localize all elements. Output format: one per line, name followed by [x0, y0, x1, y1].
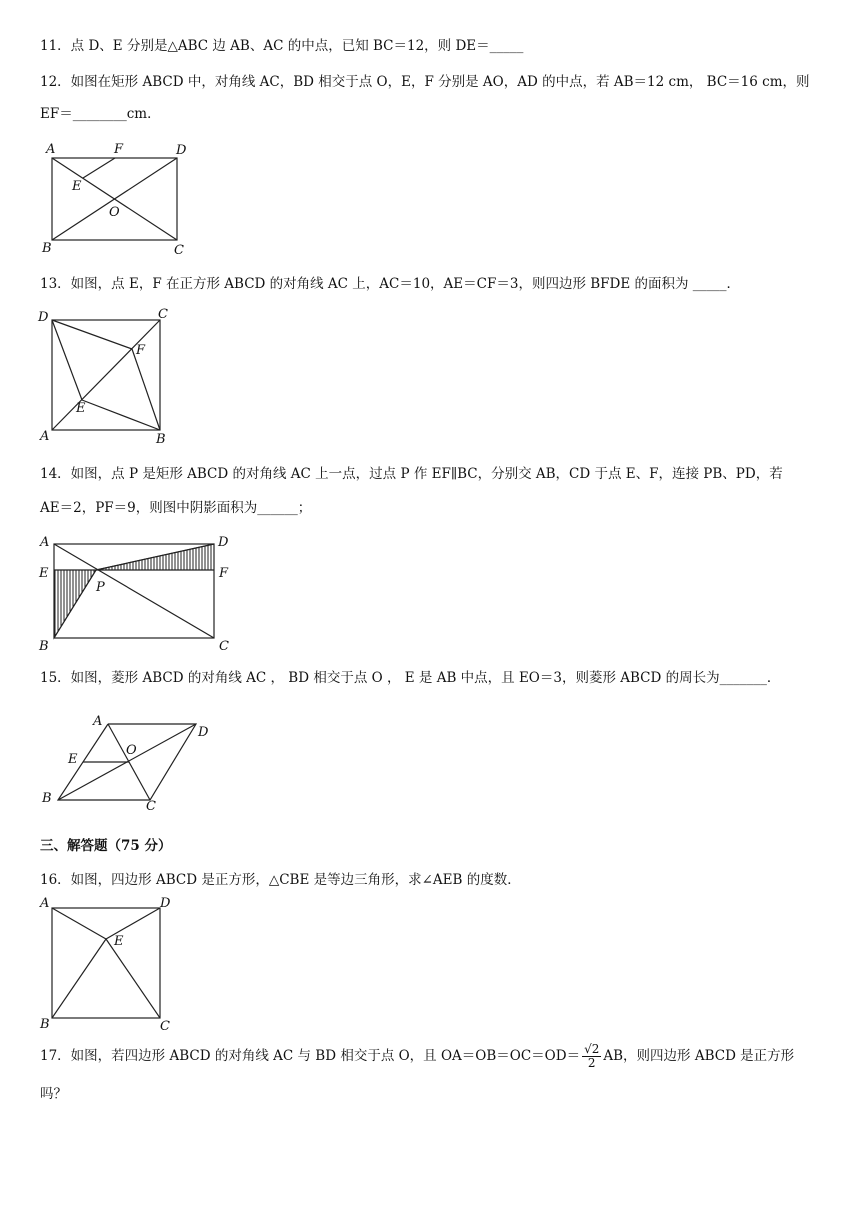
- label-c: C: [219, 639, 229, 654]
- label-a: A: [46, 142, 56, 157]
- square-abcd: [52, 908, 160, 1018]
- label-c: C: [158, 307, 168, 322]
- label-d: D: [218, 535, 229, 550]
- question-17-line1: [40, 1040, 830, 1072]
- question-11: 11．点 D、E 分别是△ABC 边 AB、AC 的中点，已知 BC＝12，则 DE＝_____: [40, 38, 524, 54]
- question-12-line1: 12．如图在矩形 ABCD 中，对角线 AC，BD 相交于点 O，E，F 分别是 AO，AD 的中点，若 AB＝12 cm， BC＝16 cm，则: [40, 74, 810, 90]
- label-o: O: [126, 743, 137, 758]
- label-b: B: [42, 791, 52, 806]
- label-p: P: [96, 580, 105, 595]
- label-e: E: [68, 752, 78, 767]
- segment-df: [52, 320, 132, 349]
- label-b: B: [42, 241, 52, 256]
- fraction-root2-over-2: [582, 1043, 601, 1070]
- question-14-line1: 14．如图，点 P 是矩形 ABCD 的对角线 AC 上一点，过点 P 作 EF∥BC，分别交 AB，CD 于点 E、F，连接 PB、PD，若: [40, 466, 783, 482]
- figure-14-rectangle: [36, 530, 242, 654]
- figure-12-rectangle: [40, 138, 200, 258]
- segment-ae: [52, 908, 106, 939]
- label-a: A: [40, 896, 50, 911]
- label-a: A: [40, 429, 50, 444]
- label-d: D: [38, 310, 49, 325]
- label-d: D: [176, 143, 187, 158]
- figure-15-rhombus: [36, 708, 222, 812]
- label-b: B: [39, 639, 49, 654]
- diagonal-ac: [52, 320, 160, 430]
- fraction-denominator: 2: [587, 1056, 596, 1070]
- label-f: F: [136, 343, 146, 358]
- label-e: E: [39, 566, 49, 581]
- label-b: B: [156, 432, 166, 447]
- question-17-after: AB，则四边形 ABCD 是正方形: [603, 1048, 795, 1064]
- label-o: O: [109, 205, 120, 220]
- segment-be: [52, 939, 106, 1018]
- question-14-line2: AE＝2，PF＝9，则图中阴影面积为______；: [40, 500, 312, 516]
- figure-16-square: [36, 894, 186, 1034]
- label-e: E: [114, 934, 124, 949]
- section-3-title: 三、解答题（75 分）: [40, 838, 172, 854]
- question-12-line2: EF＝________cm．: [40, 106, 161, 122]
- question-17-line2: 吗？: [40, 1086, 67, 1102]
- question-15: 15．如图，菱形 ABCD 的对角线 AC ， BD 相交于点 O ， E 是 AB 中点，且 EO＝3，则菱形 ABCD 的周长为_______．: [40, 670, 781, 686]
- label-c: C: [160, 1019, 170, 1034]
- label-d: D: [198, 725, 209, 740]
- label-a: A: [93, 714, 103, 729]
- label-b: B: [40, 1017, 50, 1032]
- segment-ce: [106, 939, 160, 1018]
- segment-fb: [132, 349, 160, 430]
- label-e: E: [72, 179, 82, 194]
- segment-ef: [83, 158, 115, 178]
- figure-13-square: [36, 306, 186, 448]
- label-c: C: [174, 243, 184, 258]
- question-13: 13．如图，点 E，F 在正方形 ABCD 的对角线 AC 上，AC＝10，AE＝CF＝3，则四边形 BFDE 的面积为 _____．: [40, 276, 741, 292]
- fraction-numerator: √2: [584, 1042, 600, 1056]
- question-16: 16．如图，四边形 ABCD 是正方形，△CBE 是等边三角形，求∠AEB 的度数．: [40, 872, 521, 888]
- segment-eb: [82, 400, 160, 430]
- label-f: F: [219, 566, 229, 581]
- segment-de: [52, 320, 82, 400]
- question-17-before: 17．如图，若四边形 ABCD 的对角线 AC 与 BD 相交于点 O，且 OA＝OB＝OC＝OD＝: [40, 1048, 581, 1064]
- label-e: E: [76, 401, 86, 416]
- label-c: C: [146, 799, 156, 812]
- label-a: A: [40, 535, 50, 550]
- label-d: D: [160, 896, 171, 911]
- label-f: F: [114, 142, 124, 157]
